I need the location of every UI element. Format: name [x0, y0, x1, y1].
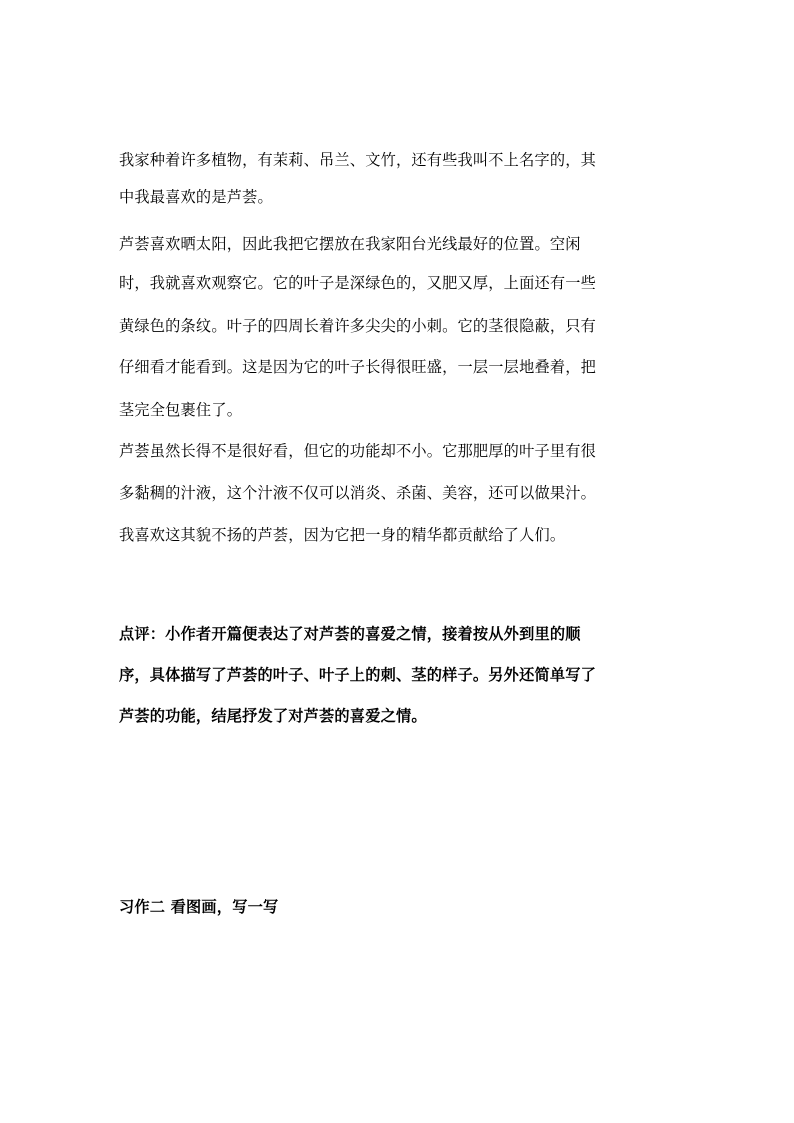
essay-line-10: 我喜欢这其貌不扬的芦荟，因为它把一身的精华都贡献给了人们。 [119, 526, 566, 544]
essay-line-1: 我家种着许多植物，有茉莉、吊兰、文竹，还有些我叫不上名字的，其 [119, 151, 597, 169]
essay-line-2: 中我最喜欢的是芦荟。 [119, 188, 273, 206]
essay-line-8: 芦荟虽然长得不是很好看，但它的功能却不小。它那肥厚的叶子里有很 [119, 442, 597, 460]
essay-line-5: 黄绿色的条纹。叶子的四周长着许多尖尖的小刺。它的茎很隐蔽，只有 [119, 317, 597, 335]
essay-line-3: 芦荟喜欢晒太阳，因此我把它摆放在我家阳台光线最好的位置。空闲 [119, 235, 581, 253]
comment-line-1: 点评：小作者开篇便表达了对芦荟的喜爱之情，接着按从外到里的顺 [119, 625, 581, 643]
comment-line-3: 芦荟的功能，结尾抒发了对芦荟的喜爱之情。 [119, 707, 427, 725]
essay-line-7: 茎完全包裹住了。 [119, 401, 243, 419]
essay-line-4: 时，我就喜欢观察它。它的叶子是深绿色的，又肥又厚，上面还有一些 [119, 274, 597, 292]
essay-line-6: 仔细看才能看到。这是因为它的叶子长得很旺盛，一层一层地叠着，把 [119, 358, 597, 376]
comment-line-2: 序，具体描写了芦荟的叶子、叶子上的刺、茎的样子。另外还简单写了 [119, 666, 597, 684]
section-title: 习作二 看图画，写一写 [119, 898, 279, 916]
essay-line-9: 多黏稠的汁液，这个汁液不仅可以消炎、杀菌、美容，还可以做果汁。 [119, 484, 597, 502]
